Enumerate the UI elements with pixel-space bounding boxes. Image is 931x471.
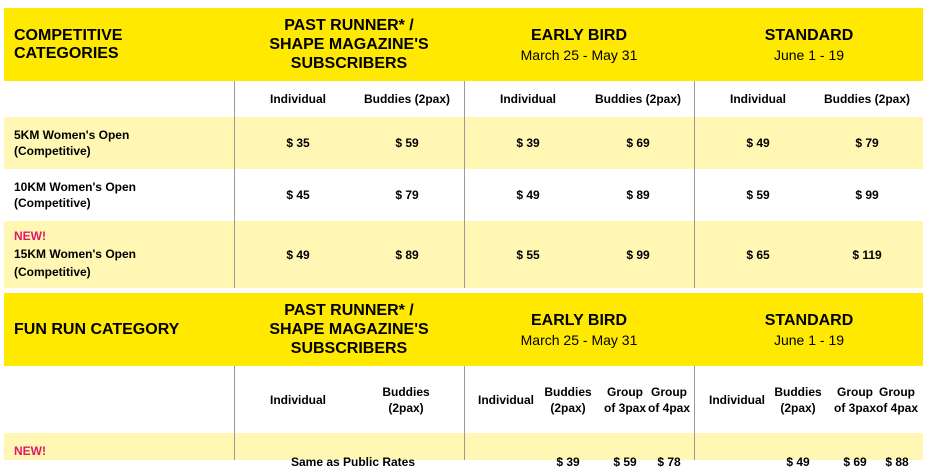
eb-individual-label: Individual — [499, 92, 556, 106]
pr-individual-label: Individual — [269, 392, 326, 407]
price-cell: $ 49 — [786, 455, 810, 469]
price-cell: $ 78 — [657, 455, 681, 469]
competitive-categories-heading — [14, 8, 214, 81]
category-heading-text: COMPETITIVE CATEGORIES — [14, 26, 123, 62]
early-bird-text: EARLY BIRD — [530, 311, 628, 329]
price-cell: $ 59 — [613, 455, 637, 469]
standard-dates: June 1 - 19 — [773, 331, 845, 348]
price-cell: $ 49 — [746, 136, 770, 150]
column-divider — [694, 81, 695, 288]
price-cell: $ 89 — [626, 188, 650, 202]
st-buddies-label: Buddies (2pax) — [823, 92, 910, 106]
fun-run-heading — [14, 293, 234, 366]
price-cell: $ 39 — [516, 136, 540, 150]
st-buddies-label: Buddies (2pax) — [774, 384, 822, 415]
row-label-block — [14, 228, 144, 281]
price-cell: $ 59 — [746, 188, 770, 202]
eb-group4-label: Group of 4pax — [648, 384, 691, 415]
price-cell: $ 59 — [395, 136, 419, 150]
column-divider — [234, 81, 235, 288]
competitive-header-row — [4, 8, 923, 81]
price-cell: $ 69 — [626, 136, 650, 150]
column-divider — [464, 366, 465, 460]
row-label-block — [14, 443, 46, 460]
row-label: 10KM Women's Open (Competitive) — [14, 180, 136, 210]
st-group3-label: Group of 3pax — [834, 384, 877, 415]
column-divider — [234, 366, 235, 460]
price-cell: $ 65 — [746, 247, 770, 262]
eb-individual-label: Individual — [477, 392, 534, 407]
past-runner-note — [244, 453, 462, 471]
early-bird-heading — [464, 293, 694, 366]
early-bird-text: EARLY BIRD — [530, 26, 628, 44]
pr-individual-label: Individual — [269, 92, 326, 106]
price-cell: $ 99 — [855, 188, 879, 202]
early-bird-dates: March 25 - May 31 — [520, 46, 638, 63]
standard-text: STANDARD — [764, 311, 854, 329]
past-runner-text: PAST RUNNER* / SHAPE MAGAZINE'S SUBSCRIBERS — [269, 17, 429, 72]
price-cell: $ 88 — [885, 455, 909, 469]
row-label: 15KM Women's Open (Competitive) — [14, 247, 136, 279]
standard-heading — [695, 293, 923, 366]
row-label: 5KM Women's Open (Competitive) — [14, 128, 130, 158]
past-runner-note-text: Same as Public Rates — [290, 455, 416, 469]
price-cell: $ 49 — [286, 247, 310, 262]
price-cell: $ 39 — [556, 455, 580, 469]
eb-buddies-label: Buddies (2pax) — [544, 384, 592, 415]
price-cell: $ 99 — [626, 247, 650, 262]
price-cell: $ 79 — [855, 136, 879, 150]
past-runner-heading — [235, 8, 463, 81]
standard-dates: June 1 - 19 — [773, 46, 845, 63]
standard-heading — [695, 8, 923, 81]
past-runner-text: PAST RUNNER* / SHAPE MAGAZINE'S SUBSCRIBERS — [269, 302, 429, 357]
price-cell: $ 79 — [395, 188, 419, 202]
new-badge: NEW! — [14, 229, 46, 243]
early-bird-heading — [464, 8, 694, 81]
new-badge: NEW! — [14, 444, 46, 458]
pr-buddies-label: Buddies (2pax) — [363, 92, 450, 106]
price-cell: $ 49 — [516, 188, 540, 202]
column-divider — [464, 81, 465, 288]
eb-group3-label: Group of 3pax — [604, 384, 647, 415]
column-divider — [694, 366, 695, 460]
price-cell: $ 35 — [286, 136, 310, 150]
pr-buddies-label: Buddies (2pax) — [382, 384, 430, 415]
eb-buddies-label: Buddies (2pax) — [594, 92, 681, 106]
price-cell: $ 69 — [843, 455, 867, 469]
price-cell: $ 119 — [852, 247, 882, 262]
standard-text: STANDARD — [764, 26, 854, 44]
price-cell: $ 55 — [516, 247, 540, 262]
price-cell: $ 89 — [395, 247, 419, 262]
fun-run-header-row — [4, 293, 923, 366]
past-runner-heading — [235, 293, 463, 366]
early-bird-dates: March 25 - May 31 — [520, 331, 638, 348]
st-individual-label: Individual — [708, 392, 765, 407]
price-cell: $ 45 — [286, 188, 310, 202]
st-individual-label: Individual — [729, 92, 786, 106]
category-heading-text: FUN RUN CATEGORY — [14, 320, 180, 338]
st-group4-label: Group of 4pax — [876, 384, 919, 415]
